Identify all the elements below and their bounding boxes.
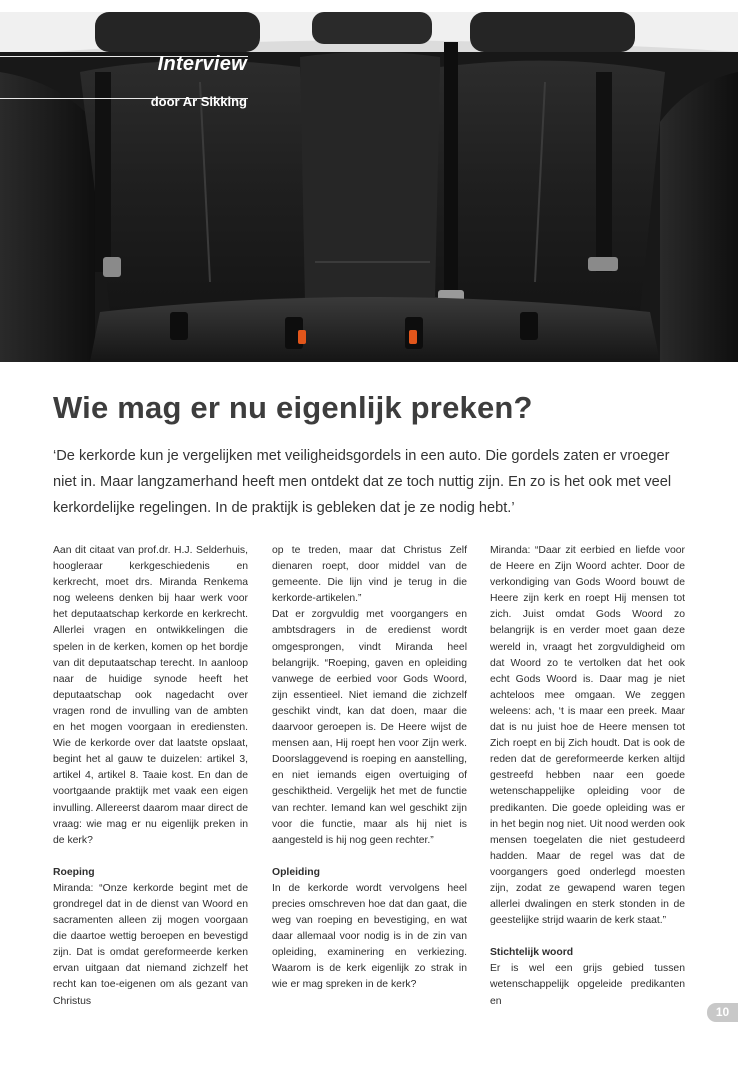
article-lead: ‘De kerkorde kun je vergelijken met veiligheidsgordels in een auto. Die gordels zaten er vroeger niet in. Maar langzamerhand heeft men ontdekt dat ze toch nuttig zijn. En zo is het ook met veel kerkordelijke regelingen. In de praktijk is gebleken dat je ze nodig hebt.’: [53, 448, 672, 516]
text-column-1: [53, 543, 248, 1010]
paragraph: Dat er zorgvuldig met voorgangers en ambtsdragers in de eredienst wordt omgesprongen, vindt Miranda heel belangrijk. “Roeping, gaven en opleiding vanwege de eerbied voor Gods Woord, zijn essentieel. Niet iemand die zichzelf geschikt vindt, kan dat doen, maar die daarvoor geroepen is. De Heere wijst de mensen aan, Hij roept hen voor Zijn werk. Doorslaggevend is roeping en aanstelling, en niet iemands eigen overtuiging of geschiktheid. Vergelijk het met de functie van rechter. Iemand kan wel geschikt zijn voor die functie, maar als hij niet is aangesteld is hij nog geen rechter.”: [272, 609, 467, 846]
paragraph: op te treden, maar dat Christus Zelf dienaren roept, door middel van de gemeente. Die lijn vind je terug in die kerkorde-artikelen.”: [272, 545, 467, 605]
paragraph: Miranda: “Daar zit eerbied en liefde voor de Heere en Zijn Woord achter. Door de verkondiging van Gods Woord bouwt de Heere zijn kerk en roept Hij mensen tot zich. Juist omdat Gods Woord zo belangrijk is en verder moet gaan deze wereld in, vraagt het zorgvuldigheid om dat Woord zo te vertolken dat het ook echt Gods Woord is. Daar mag je niet achteloos mee omgaan. We zeggen weleens: ach, ‘t is maar een preek. Maar dat is nu juist hoe de Heere mensen tot Zich roept en bij Zich houdt. Dat is ook de reden dat de gereformeerde kerken altijd gestreefd hebben naar een goede wetenschappelijke opleiding voor de predikanten. Die goede opleiding was er in het begin nog niet. Uit nood werden ook mensen toegelaten die niet gestudeerd hadden. Maar de regel was dat de voorgangers goed onderlegd moesten zijn, zodat ze gewapend waren tegen allerlei dwalingen en sterk stonden in de geestelijke strijd waarin de kerk staat.”: [490, 545, 685, 927]
paragraph: Aan dit citaat van prof.dr. H.J. Selderhuis, hoogleraar kerkgeschiedenis en kerkrecht, moet drs. Miranda Renkema nog weleens denken bij haar werk voor het deputaatschap kerkorde en kerkrecht. Allerlei vragen en ontwikkelingen die spelen in de kerken, komen op het bordje van dit deputaatschap terecht. In aanloop naar de huidige synode heeft het deputaatschap ook nagedacht over vragen rond de invulling van de ambten en het mogen voorgaan in erediensten. Wie de kerkorde over dat laatste opslaat, begint het al gauw te duizelen: artikel 3, artikel 4, artikel 8. Taaie kost. En dan de voortgaande praktijk met vaak een eigen invulling. Allereerst daarom maar direct de vraag: wie mag er nu eigenlijk preken in de kerk?: [53, 545, 248, 846]
car-backseat-photo-icon: [0, 12, 738, 362]
section-label: Interview: [157, 53, 247, 75]
hero-photo: [0, 12, 738, 362]
subheading-stichtelijk-woord: Stichtelijk woord: [490, 947, 574, 959]
paragraph: Er is wel een grijs gebied tussen wetenschappelijk opgeleide predikanten en: [490, 963, 685, 1007]
subheading-roeping: Roeping: [53, 866, 95, 878]
page-number: 10: [707, 1003, 738, 1022]
paragraph: Miranda: “Onze kerkorde begint met de grondregel dat in de dienst van Woord en sacramenten alleen zij mogen voorgaan die daartoe wettig beroepen en bevestigd zijn. Dat is omdat gereformeerde kerken ervan uitgaan dat niemand zichzelf het recht kan toe-eigenen om als gezant van Christus: [53, 882, 248, 1007]
paragraph: In de kerkorde wordt vervolgens heel precies omschreven hoe dat dan gaat, die weg van roeping en bevestiging, en wat daar allemaal voor nodig is in de zin van opleiding, examinering en verkiezing. Waarom is de kerk eigenlijk zo strak in wie er mag spreken in de kerk?: [272, 882, 467, 991]
subheading-opleiding: Opleiding: [272, 866, 320, 878]
text-column-2: [272, 543, 467, 994]
author-byline: door Ar Sikking: [150, 94, 247, 109]
text-column-3: [490, 543, 685, 1010]
article-title: Wie mag er nu eigenlijk preken?: [53, 390, 533, 425]
